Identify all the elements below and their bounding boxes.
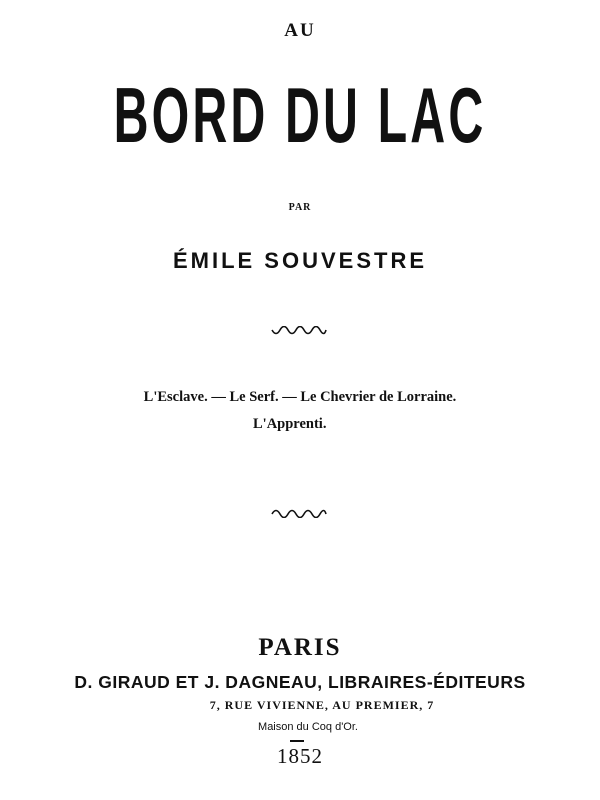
wavy-ornament-icon [270,326,328,338]
contents-line-1: L'Esclave. — Le Serf. — Le Chevrier de Lorraine. [143,389,457,405]
title-prefix: AU [284,20,316,41]
publisher-house: Maison du Coq d'Or. [258,721,358,733]
publisher: D. GIRAUD ET J. DAGNEAU, LIBRAIRES-ÉDITEURS [74,672,526,692]
publication-year: 1852 [277,744,323,768]
author-name: ÉMILE SOUVESTRE [172,248,428,273]
book-title: BORD DU LAC [113,73,487,160]
wavy-ornament-icon [270,506,328,518]
contents-line-2: L'Apprenti. [253,416,327,432]
by-label: PAR [288,202,312,213]
divider [290,740,304,742]
imprint-city: PARIS [258,634,342,661]
publisher-address: 7, RUE VIVIENNE, AU PREMIER, 7 [209,698,435,712]
